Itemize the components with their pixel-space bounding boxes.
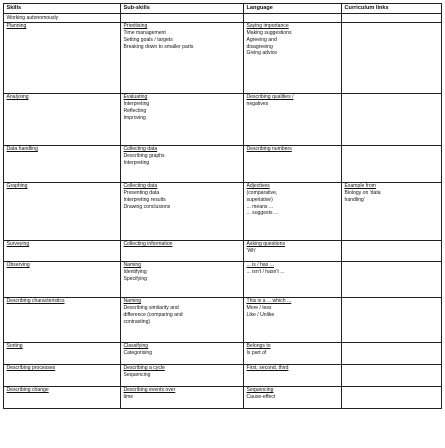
language-cell <box>244 93 342 145</box>
language-cell-line: ... means ... <box>246 203 274 210</box>
header-skills: Skills <box>4 4 121 14</box>
curriculum-links-cell <box>342 386 442 408</box>
language-cell-line: This is a ... which ... <box>246 298 292 305</box>
skill-row <box>4 261 442 297</box>
language-cell <box>244 145 342 182</box>
language-cell-line: negatives <box>246 101 269 108</box>
skill-name: Describing change <box>6 387 49 394</box>
curriculum-links-cell <box>342 342 442 364</box>
language-cell <box>244 297 342 342</box>
skill-cell <box>4 240 121 261</box>
sub-skills-cell <box>121 364 244 386</box>
sub-skills-cell <box>121 182 244 240</box>
skill-name: Describing processes <box>6 365 56 372</box>
language-cell-line: More / less <box>246 305 272 312</box>
curriculum-links-cell-line: Biology on 'data <box>344 190 381 197</box>
skill-name: Observing <box>6 262 30 269</box>
sub-skills-cell-line: Collecting data <box>123 183 158 190</box>
banner-empty-cell <box>244 14 342 23</box>
language-cell-line: ... isn't / hasn't ... <box>246 269 285 276</box>
skill-name: Surveying <box>6 241 30 248</box>
language-cell-line: First, second, third <box>246 365 289 372</box>
banner-empty-cell <box>342 14 442 23</box>
sub-skills-cell-line: Time management <box>123 30 166 37</box>
sub-skills-cell <box>121 22 244 93</box>
language-cell <box>244 240 342 261</box>
curriculum-links-cell <box>342 297 442 342</box>
sub-skills-cell-line: Evaluating <box>123 94 148 101</box>
sub-skills-cell-line: Setting goals / targets <box>123 36 173 43</box>
sub-skills-cell-line: Describing events over <box>123 387 176 394</box>
curriculum-links-cell <box>342 93 442 145</box>
language-cell-line: ... is / has ... <box>246 262 274 269</box>
language-cell-line: (comparative, <box>246 190 278 197</box>
language-cell-line: Adjectives <box>246 183 270 190</box>
skill-cell <box>4 297 121 342</box>
skill-cell <box>4 22 121 93</box>
sub-skills-cell-line: Describing graphs <box>123 153 165 160</box>
language-cell-line: 'Wh' <box>246 248 257 255</box>
sub-skills-cell-line: Interpreting results <box>123 196 166 203</box>
header-language: Language <box>244 4 342 14</box>
skill-row <box>4 145 442 182</box>
banner-cell: Working autonomously <box>4 14 121 23</box>
sub-skills-cell-line: Improving <box>123 114 146 121</box>
language-cell <box>244 22 342 93</box>
skill-cell <box>4 364 121 386</box>
skill-name: Describing characteristics <box>6 298 65 305</box>
sub-skills-cell <box>121 240 244 261</box>
language-cell <box>244 342 342 364</box>
header-curriculum-links: Curriculum links <box>342 4 442 14</box>
language-cell-line: ... suggests ... <box>246 210 279 217</box>
sub-skills-cell <box>121 342 244 364</box>
curriculum-links-cell <box>342 22 442 93</box>
language-cell-line: Saying importance <box>246 23 289 30</box>
sub-skills-cell-line: Categorising <box>123 350 153 357</box>
skill-cell <box>4 386 121 408</box>
sub-skills-cell-line: Describing similarity and <box>123 305 179 312</box>
sub-skills-cell-line: Reflecting <box>123 107 147 114</box>
skill-name: Planning <box>6 23 27 30</box>
sub-skills-cell-line: Breaking down to smaller parts <box>123 43 194 50</box>
sub-skills-cell-line: Presenting data <box>123 190 160 197</box>
skill-row <box>4 364 442 386</box>
sub-skills-cell <box>121 297 244 342</box>
sub-skills-cell <box>121 145 244 182</box>
language-cell <box>244 261 342 297</box>
sub-skills-cell-line: Classifying <box>123 343 149 350</box>
skill-name: Analysing <box>6 94 29 101</box>
language-cell-line: superlative) <box>246 196 273 203</box>
skill-cell <box>4 261 121 297</box>
skill-cell <box>4 182 121 240</box>
skill-cell <box>4 342 121 364</box>
sub-skills-cell-line: Specifying <box>123 275 148 282</box>
sub-skills-cell <box>121 386 244 408</box>
curriculum-links-cell-line: Example from <box>344 183 376 190</box>
skill-row <box>4 22 442 93</box>
skill-name: Sorting <box>6 343 23 350</box>
curriculum-links-cell <box>342 182 442 240</box>
sub-skills-cell-line: Naming <box>123 298 142 305</box>
language-cell <box>244 364 342 386</box>
language-cell-line: Is part of <box>246 350 267 357</box>
language-cell-line: Describing qualities / <box>246 94 294 101</box>
language-cell-line: Sequencing <box>246 387 274 394</box>
curriculum-links-cell <box>342 261 442 297</box>
sub-skills-cell-line: time <box>123 394 134 401</box>
language-cell-line: Making suggestions <box>246 30 292 37</box>
skill-row <box>4 182 442 240</box>
sub-skills-cell-line: difference (comparing and <box>123 311 183 318</box>
language-cell-line: Cause-effect <box>246 394 276 401</box>
skill-name: Data handling <box>6 146 38 153</box>
skills-table <box>3 3 442 409</box>
skill-row <box>4 240 442 261</box>
skill-cell <box>4 93 121 145</box>
sub-skills-cell-line: Collecting data <box>123 146 158 153</box>
language-cell-line: Giving advice <box>246 50 278 57</box>
curriculum-links-cell <box>342 364 442 386</box>
sub-skills-cell-line: Interpreting <box>123 159 150 166</box>
language-cell <box>244 182 342 240</box>
curriculum-links-cell <box>342 145 442 182</box>
sub-skills-cell <box>121 93 244 145</box>
banner-row <box>4 14 442 23</box>
sub-skills-cell-line: contrasting) <box>123 318 151 325</box>
language-cell-line: Like / Unlike <box>246 311 275 318</box>
banner-empty-cell <box>121 14 244 23</box>
language-cell-line: Describing numbers <box>246 146 292 153</box>
sub-skills-cell <box>121 261 244 297</box>
sub-skills-cell-line: Drawing conclusions <box>123 203 171 210</box>
skill-row <box>4 93 442 145</box>
language-cell-line: Asking questions <box>246 241 286 248</box>
sub-skills-cell-line: Interpreting <box>123 101 150 108</box>
sub-skills-cell-line: Prioritising <box>123 23 148 30</box>
skill-cell <box>4 145 121 182</box>
sub-skills-cell-line: Sequencing <box>123 372 151 379</box>
sub-skills-cell-line: Naming <box>123 262 142 269</box>
skill-row <box>4 386 442 408</box>
language-cell-line: Agreeing and <box>246 36 277 43</box>
sub-skills-cell-line: Describing a cycle <box>123 365 165 372</box>
skill-row <box>4 297 442 342</box>
language-cell-line: disagreeing <box>246 43 273 50</box>
curriculum-links-cell <box>342 240 442 261</box>
sub-skills-cell-line: Collecting information <box>123 241 173 248</box>
skill-row <box>4 342 442 364</box>
skill-name: Graphing <box>6 183 28 190</box>
header-row <box>4 4 442 14</box>
curriculum-links-cell-line: handling' <box>344 196 365 203</box>
header-sub-skills: Sub-skills <box>121 4 244 14</box>
language-cell <box>244 386 342 408</box>
sub-skills-cell-line: Identifying <box>123 269 147 276</box>
language-cell-line: Belongs to <box>246 343 271 350</box>
